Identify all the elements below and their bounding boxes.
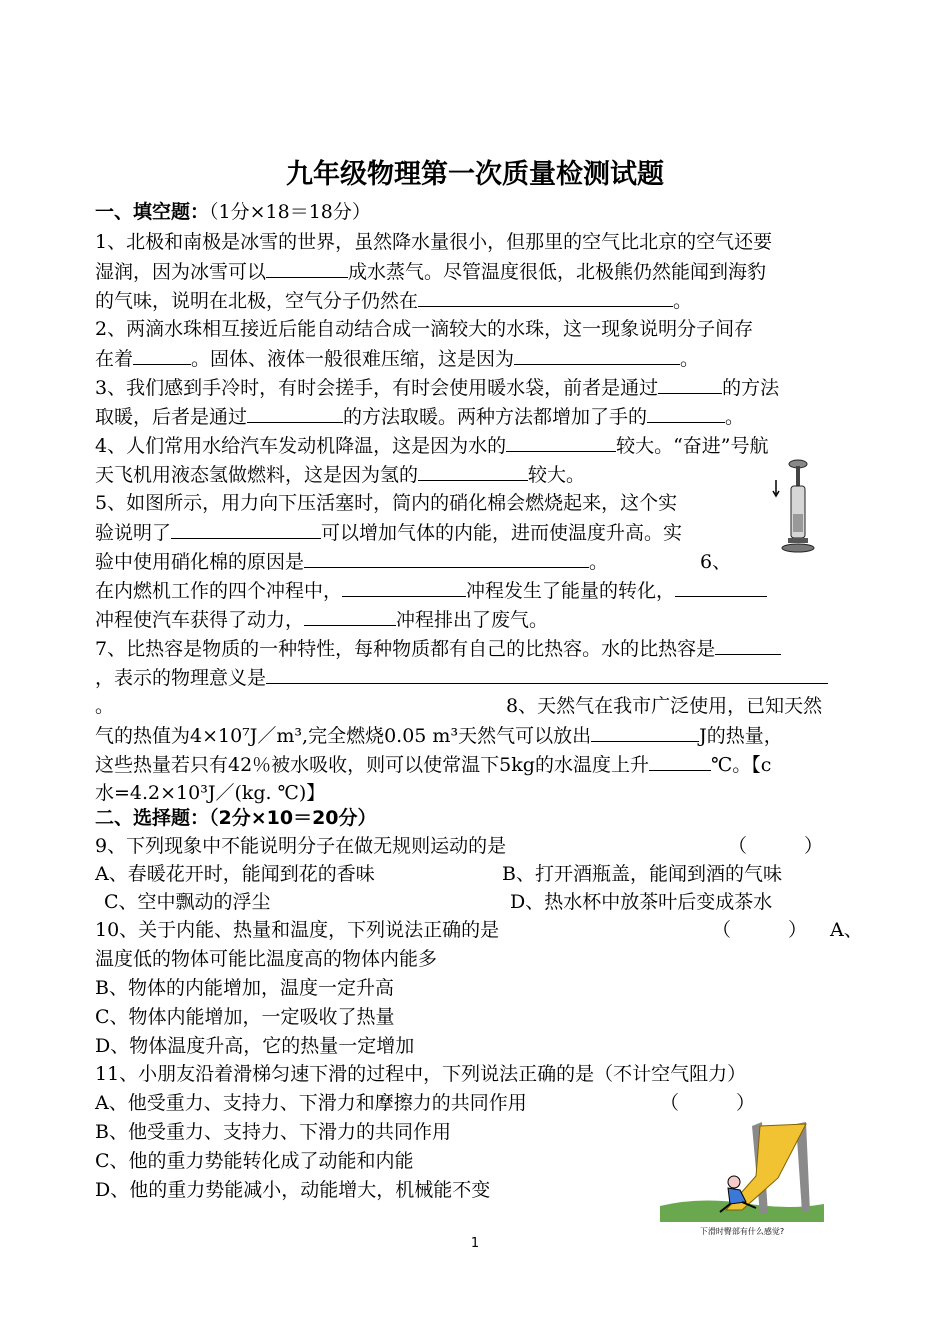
- q8-line-2: 气的热值为4×10⁷J／m³,完全燃烧0.05 m³天然气可以放出 J的热量，: [95, 721, 783, 750]
- section-choice-heading: 二、选择题：（2分×10＝20分）: [95, 807, 377, 829]
- section-fill-heading: 一、填空题：（1分×18＝18分）: [95, 201, 371, 223]
- answer-blank[interactable]: [133, 344, 191, 365]
- q10-option-b[interactable]: B、物体的内能增加，温度一定升高: [95, 977, 394, 999]
- q5-line-3: 验中使用硝化棉的原因是 。 6、: [95, 547, 731, 576]
- answer-blank[interactable]: [658, 373, 722, 394]
- q2-line-1: 2、两滴水珠相互接近后能自动结合成一滴较大的水珠，这一现象说明分子间存: [95, 318, 754, 340]
- answer-blank[interactable]: [591, 721, 699, 742]
- q11-option-b[interactable]: B、他受重力、支持力、下滑力的共同作用: [95, 1121, 451, 1143]
- q10-option-a-label[interactable]: A、: [830, 919, 863, 941]
- q7-line-2: ，表示的物理意义是: [95, 663, 828, 692]
- q9-option-b[interactable]: B、打开酒瓶盖，能闻到酒的气味: [502, 863, 782, 885]
- q6-line-2: 冲程使汽车获得了动力， 冲程排出了废气。: [95, 605, 548, 634]
- q10-option-d[interactable]: D、物体温度升高，它的热量一定增加: [95, 1035, 415, 1057]
- q4-line-1: 4、人们常用水给汽车发动机降温，这是因为水的 较大。“奋进”号航: [95, 431, 769, 460]
- page-number: 1: [470, 1236, 480, 1251]
- compression-cylinder-figure: [772, 458, 820, 554]
- q1-line-2: 湿润，因为冰雪可以 成水蒸气。尽管温度很低，北极熊仍然能闻到海豹: [95, 257, 766, 286]
- answer-blank[interactable]: [266, 257, 348, 278]
- q3-line-1: 3、我们感到手冷时，有时会搓手，有时会使用暖水袋，前者是通过 的方法: [95, 373, 779, 402]
- answer-blank[interactable]: [304, 605, 396, 626]
- q7-line-1: 7、比热容是物质的一种特性，每种物质都有自己的比热容。水的比热容是: [95, 634, 781, 663]
- q11-paren: （ ）: [660, 1092, 756, 1114]
- q1-line-1: 1、北极和南极是冰雪的世界，虽然降水量很小，但那里的空气比北京的空气还要: [95, 231, 773, 253]
- answer-blank[interactable]: [506, 431, 616, 452]
- answer-blank[interactable]: [418, 460, 528, 481]
- answer-blank[interactable]: [171, 518, 321, 539]
- q10-option-c[interactable]: C、物体内能增加，一定吸收了热量: [95, 1006, 395, 1028]
- answer-blank[interactable]: [266, 663, 828, 684]
- q8-line-3: 这些热量若只有42％被水吸收，则可以使常温下5kg的水温度上升 ℃。【c: [95, 750, 771, 779]
- q9-stem: 9、下列现象中不能说明分子在做无规则运动的是: [95, 835, 507, 857]
- answer-blank[interactable]: [647, 402, 725, 423]
- q1-line-3: 的气味，说明在北极，空气分子仍然在 。: [95, 286, 692, 315]
- slide-illustration: [660, 1118, 824, 1236]
- answer-blank[interactable]: [715, 634, 781, 655]
- answer-blank[interactable]: [342, 576, 466, 597]
- q9-option-a[interactable]: A、春暖花开时，能闻到花的香味: [95, 863, 375, 885]
- q9-paren: （ ）: [728, 835, 824, 857]
- q10-option-a[interactable]: 温度低的物体可能比温度高的物体内能多: [95, 948, 438, 970]
- q8-line-1: 。 8、天然气在我市广泛使用，已知天然: [95, 695, 823, 717]
- q11-option-a[interactable]: A、他受重力、支持力、下滑力和摩擦力的共同作用: [95, 1092, 527, 1114]
- q2-line-2: 在着 。固体、液体一般很难压缩，这是因为 。: [95, 344, 699, 373]
- slide-caption: 下滑时臀部有什么感觉?: [699, 1227, 785, 1236]
- q6-line-1: 在内燃机工作的四个冲程中， 冲程发生了能量的转化，: [95, 576, 767, 605]
- q10-paren: （ ）: [712, 919, 808, 941]
- answer-blank[interactable]: [247, 402, 343, 423]
- answer-blank[interactable]: [649, 750, 711, 771]
- q8-line-4: 水=4.2×10³J／(kg. ℃)】: [95, 782, 326, 804]
- q5-line-1: 5、如图所示，用力向下压活塞时，筒内的硝化棉会燃烧起来，这个实: [95, 492, 678, 514]
- q3-line-2: 取暖，后者是通过 的方法取暖。两种方法都增加了手的 。: [95, 402, 744, 431]
- answer-blank[interactable]: [304, 547, 589, 568]
- answer-blank[interactable]: [514, 344, 680, 365]
- q11-option-c[interactable]: C、他的重力势能转化成了动能和内能: [95, 1150, 414, 1172]
- q11-option-d[interactable]: D、他的重力势能减小，动能增大，机械能不变: [95, 1179, 491, 1201]
- q9-option-d[interactable]: D、热水杯中放茶叶后变成茶水: [510, 891, 773, 913]
- q11-stem: 11、小朋友沿着滑梯匀速下滑的过程中，下列说法正确的是（不计空气阻力）: [95, 1063, 747, 1085]
- q5-line-2: 验说明了 可以增加气体的内能，进而使温度升高。实: [95, 518, 682, 547]
- page-title: 九年级物理第一次质量检测试题: [286, 159, 664, 190]
- q9-option-c[interactable]: C、空中飘动的浮尘: [104, 891, 271, 913]
- answer-blank[interactable]: [418, 286, 673, 307]
- answer-blank[interactable]: [675, 576, 767, 597]
- q10-stem: 10、关于内能、热量和温度，下列说法正确的是: [95, 919, 500, 941]
- q4-line-2: 天飞机用液态氢做燃料，这是因为氢的 较大。: [95, 460, 585, 489]
